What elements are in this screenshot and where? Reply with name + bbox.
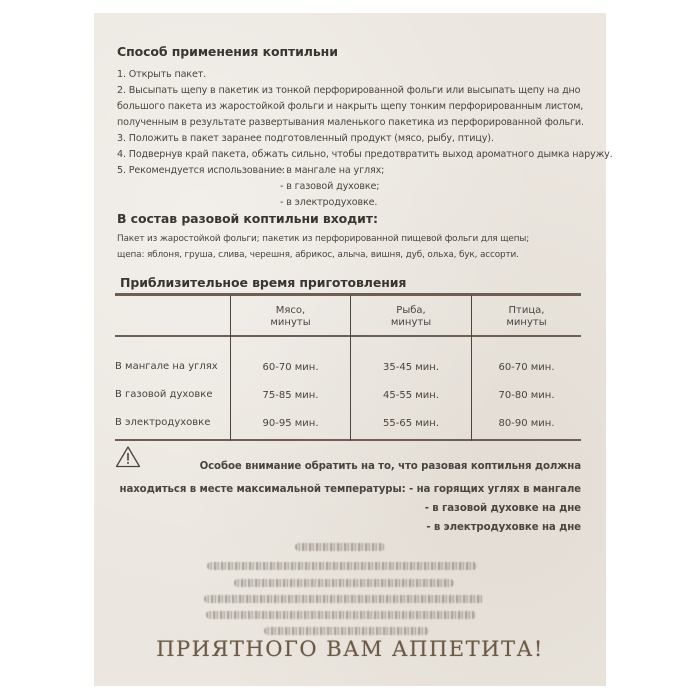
usage-heading: Способ применения коптильни: [117, 44, 338, 59]
warning-triangle-icon: [115, 445, 141, 469]
usage-option-electric-oven: - в электродуховке.: [280, 197, 378, 208]
obscured-text-line: [295, 543, 385, 551]
step-2-cont-b: полученным в результате развертывания маленького пакетика из перфорированной фольги.: [117, 117, 584, 128]
step-2-cont-a: большого пакета из жаростойкой фольги и накрыть щепу тонким перфорированным листом,: [117, 101, 584, 112]
column-header-line: минуты: [270, 317, 311, 328]
cell-electric-meat: 90-95 мин.: [262, 418, 319, 429]
column-header-meat: [231, 305, 350, 329]
usage-option-grill: - в мангале на углях;: [280, 165, 385, 176]
cell-electric-fish: 55-65 мин.: [383, 418, 439, 429]
cooking-time-table: [115, 293, 581, 441]
usage-option-gas-oven: - в газовой духовке;: [280, 181, 380, 192]
warning-line-1: Особое внимание обратить на то, что разовая коптильня должна: [199, 461, 581, 472]
obscured-text-line: [264, 627, 429, 635]
step-1: 1. Открыть пакет.: [117, 69, 207, 80]
obscured-text-line: [206, 611, 476, 619]
footer-slogan: ПРИЯТНОГО ВАМ АППЕТИТА!: [156, 637, 544, 661]
instruction-sheet: [94, 13, 613, 686]
contents-line-1: Пакет из жаростойкой фольги; пакетик из перфорированной пищевой фольги для щепы;: [117, 234, 530, 244]
cell-gas-poultry: 70-80 мин.: [498, 390, 555, 401]
step-3: 3. Положить в пакет заранее подготовленный продукт (мясо, рыбу, птицу).: [117, 133, 494, 144]
table-top-rule: [115, 293, 581, 296]
row-method-grill: В мангале на углях: [115, 361, 218, 372]
step-5: 5. Рекомендуется использование:: [117, 165, 285, 176]
obscured-text-line: [204, 595, 484, 603]
step-4: 4. Подвернув край пакета, обжать сильно, чтобы предотвратить выход ароматного дымка наружу.: [117, 149, 613, 160]
warning-line-2: находиться в месте максимальной температуры: - на горящих углях в мангале: [119, 484, 581, 495]
column-header-line: Птица,: [508, 305, 545, 316]
warning-line-4: - в электродуховке на дне: [426, 522, 581, 533]
warning-line-3: - в газовой духовке на дне: [424, 503, 581, 514]
row-method-gas-oven: В газовой духовке: [115, 389, 213, 400]
row-method-electric-oven: В электродуховке: [115, 417, 211, 428]
cell-gas-meat: 75-85 мин.: [262, 390, 319, 401]
cell-grill-poultry: 60-70 мин.: [498, 362, 555, 373]
contents-line-2: щепа: яблоня, груша, слива, черешня, абрикос, алыча, вишня, дуб, ольха, бук, ассорти.: [117, 250, 519, 260]
column-header-line: минуты: [506, 317, 547, 328]
column-header-line: минуты: [390, 317, 432, 328]
cell-electric-poultry: 80-90 мин.: [498, 418, 555, 429]
column-header-poultry: [472, 305, 581, 329]
cell-grill-meat: 60-70 мин.: [262, 362, 319, 373]
column-header-line: Рыба,: [396, 305, 426, 316]
cooking-time-heading: Приблизительное время приготовления: [120, 275, 407, 290]
table-bottom-rule: [115, 439, 581, 441]
obscured-text-line: [207, 562, 477, 570]
cell-grill-fish: 35-45 мин.: [383, 362, 439, 373]
step-2: 2. Высыпать щепу в пакетик из тонкой перфорированной фольги или высыпать щепу на дно: [117, 85, 581, 96]
table-header-rule: [115, 335, 581, 337]
obscured-text-line: [234, 579, 454, 587]
cell-gas-fish: 45-55 мин.: [383, 390, 439, 401]
contents-heading: В состав разовой коптильни входит:: [117, 211, 378, 226]
column-header-fish: [351, 305, 471, 329]
column-header-line: Мясо,: [275, 305, 306, 316]
